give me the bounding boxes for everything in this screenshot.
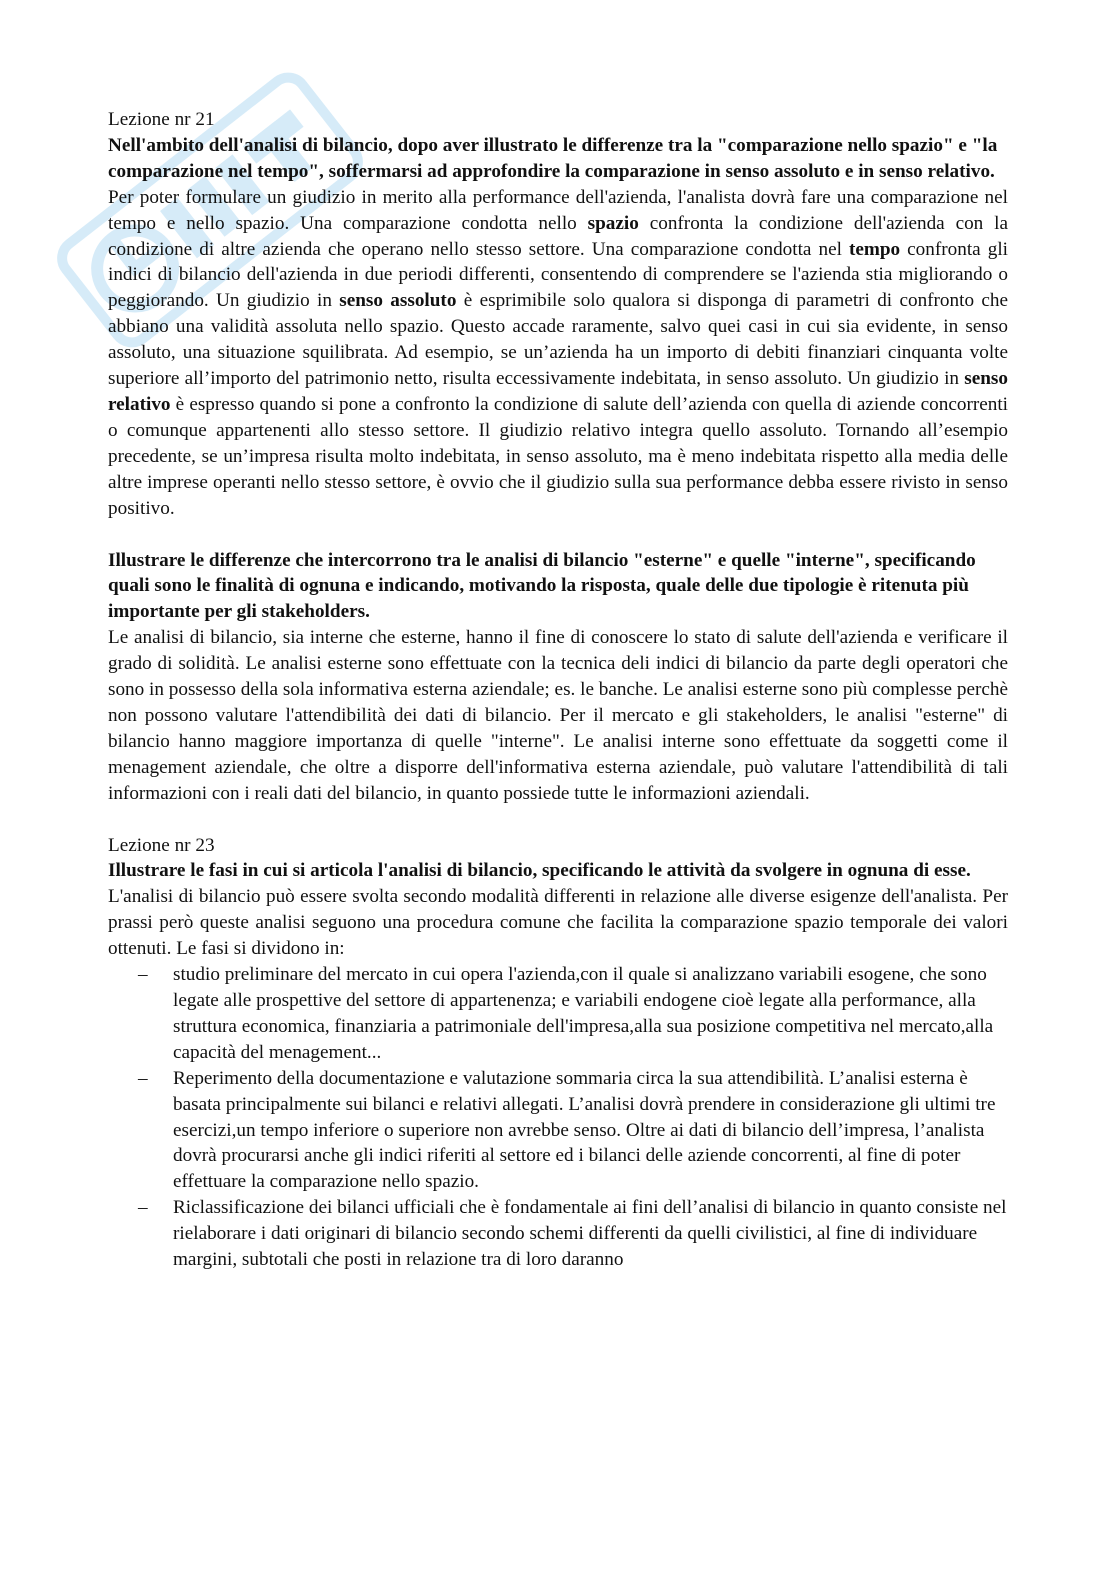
list-item: – Riclassificazione dei bilanci ufficiali che è fondamentale ai fini dell’analisi di bilancio in quanto consiste nel rielaborare i dati originari di bilancio secondo schemi differenti da quelli civilistici, al fine di individuare margini, subtotali che posti in relazione tra di loro daranno bbox=[138, 1197, 1007, 1271]
list-item: – studio preliminare del mercato in cui opera l'azienda,con il quale si analizzano variabili esogene, che sono legate alle prospettive del settore di appartenenza; e variabili endogene cioè legate alla performance, alla struttura economica, finanziaria a patrimoniale dell'impresa,alla sua posizione competitiva nel mercato,alla capacità del menagement... bbox=[138, 964, 994, 1063]
dash-bullet: – bbox=[138, 1067, 148, 1089]
dash-bullet: – bbox=[138, 1197, 148, 1219]
lesson-heading-23: Lezione nr 23 bbox=[108, 834, 215, 856]
phases-list bbox=[108, 962, 1008, 1273]
document-body bbox=[108, 107, 1008, 1273]
answer-comparazione: Per poter formulare un giudizio in merito alla performance dell'azienda, l'analista dovrà fare una comparazione nel tempo e nello spazio. Una comparazione condotta nello spazio confronta la condizione dell'azienda con la condizione di altre azienda che operano nello stesso settore. Una comparazione condotta nel tempo confronta gli indici di bilancio dell'azienda in due periodi differenti, consentendo di comprendere se l'azienda stia migliorando o peggiorando. Un giudizio in senso assoluto è esprimibile solo qualora si disponga di parametri di confronto che abbiano una validità assoluta nello spazio. Questo accade raramente, salvo quei casi in cui sia evidente, in senso assoluto, una situazione squilibrata. Ad esempio, se un’azienda ha un importo di debiti finanziari cinquanta volte superiore all’importo del patrimonio netto, risulta eccessivamente indebitata, in senso assoluto. Un giudizio in senso relativo è espresso quando si pone a confronto la condizione di salute dell’azienda con quella di aziende concorrenti o comunque appartenenti allo stesso settore. Il giudizio relativo integra quello assoluto. Tornando all’esempio precedente, se un’impresa risulta molto indebitata, in senso assoluto, ma è meno indebitata rispetto alla media delle altre imprese operanti nello stesso settore, è ovvio che il giudizio sulla sua performance debba essere rivisto in senso positivo. bbox=[108, 186, 1008, 519]
answer-fasi-intro: L'analisi di bilancio può essere svolta secondo modalità differenti in relazione alle diverse esigenze dell'analista. Per prassi però queste analisi seguono una procedura comune che facilita la comparazione spazio temporale dei valori ottenuti. Le fasi si dividono in: bbox=[108, 886, 1008, 960]
question-analisi-esterne-interne: Illustrare le differenze che intercorrono tra le analisi di bilancio "esterne" e quelle "interne", specificando quali sono le finalità di ognuna e indicando, motivando la risposta, quale delle due tipologie è ritenuta più importante per gli stakeholders. bbox=[108, 549, 976, 623]
question-fasi-analisi: Illustrare le fasi in cui si articola l'analisi di bilancio, specificando le attività da svolgere in ognuna di esse. bbox=[108, 860, 971, 882]
question-comparazione: Nell'ambito dell'analisi di bilancio, dopo aver illustrato le differenze tra la "comparazione nello spazio" e "la comparazione nel tempo", soffermarsi ad approfondire la comparazione in senso assoluto e in senso relativo. bbox=[108, 134, 998, 182]
answer-analisi-esterne-interne: Le analisi di bilancio, sia interne che esterne, hanno il fine di conoscere lo stato di salute dell'azienda e verificare il grado di solidità. Le analisi esterne sono effettuate con la tecnica deli indici di bilancio da parte degli operatori che sono in possesso della sola informativa esterna aziendale; es. le banche. Le analisi esterne sono più complesse perchè non possono valutare l'attendibilità dei dati di bilancio. Per il mercato e gli stakeholders, le analisi "esterne" di bilancio hanno maggiore importanza di quelle "interne". Le analisi interne sono effettuate da soggetti come il menagement aziendale, che oltre a disporre dell'informativa esterna aziendale, può valutare l'attendibilità di tali informazioni con i reali dati del bilancio, in quanto possiede tutte le informazioni aziendali. bbox=[108, 627, 1008, 804]
lesson-heading-21: Lezione nr 21 bbox=[108, 109, 215, 130]
list-item: – Reperimento della documentazione e valutazione sommaria circa la sua attendibilità. L’analisi esterna è basata principalmente sui bilanci e relativi allegati. L’analisi dovrà prendere in considerazione gli ultimi tre esercizi,un tempo inferiore o superiore non avrebbe senso. Oltre ai dati di bilancio dell’impresa, l’analista dovrà procurarsi anche gli indici riferiti al settore ed i bilanci delle aziende concorrenti, al fine di poter effettuare la comparazione nello spazio. bbox=[138, 1067, 996, 1193]
dash-bullet: – bbox=[138, 964, 148, 986]
